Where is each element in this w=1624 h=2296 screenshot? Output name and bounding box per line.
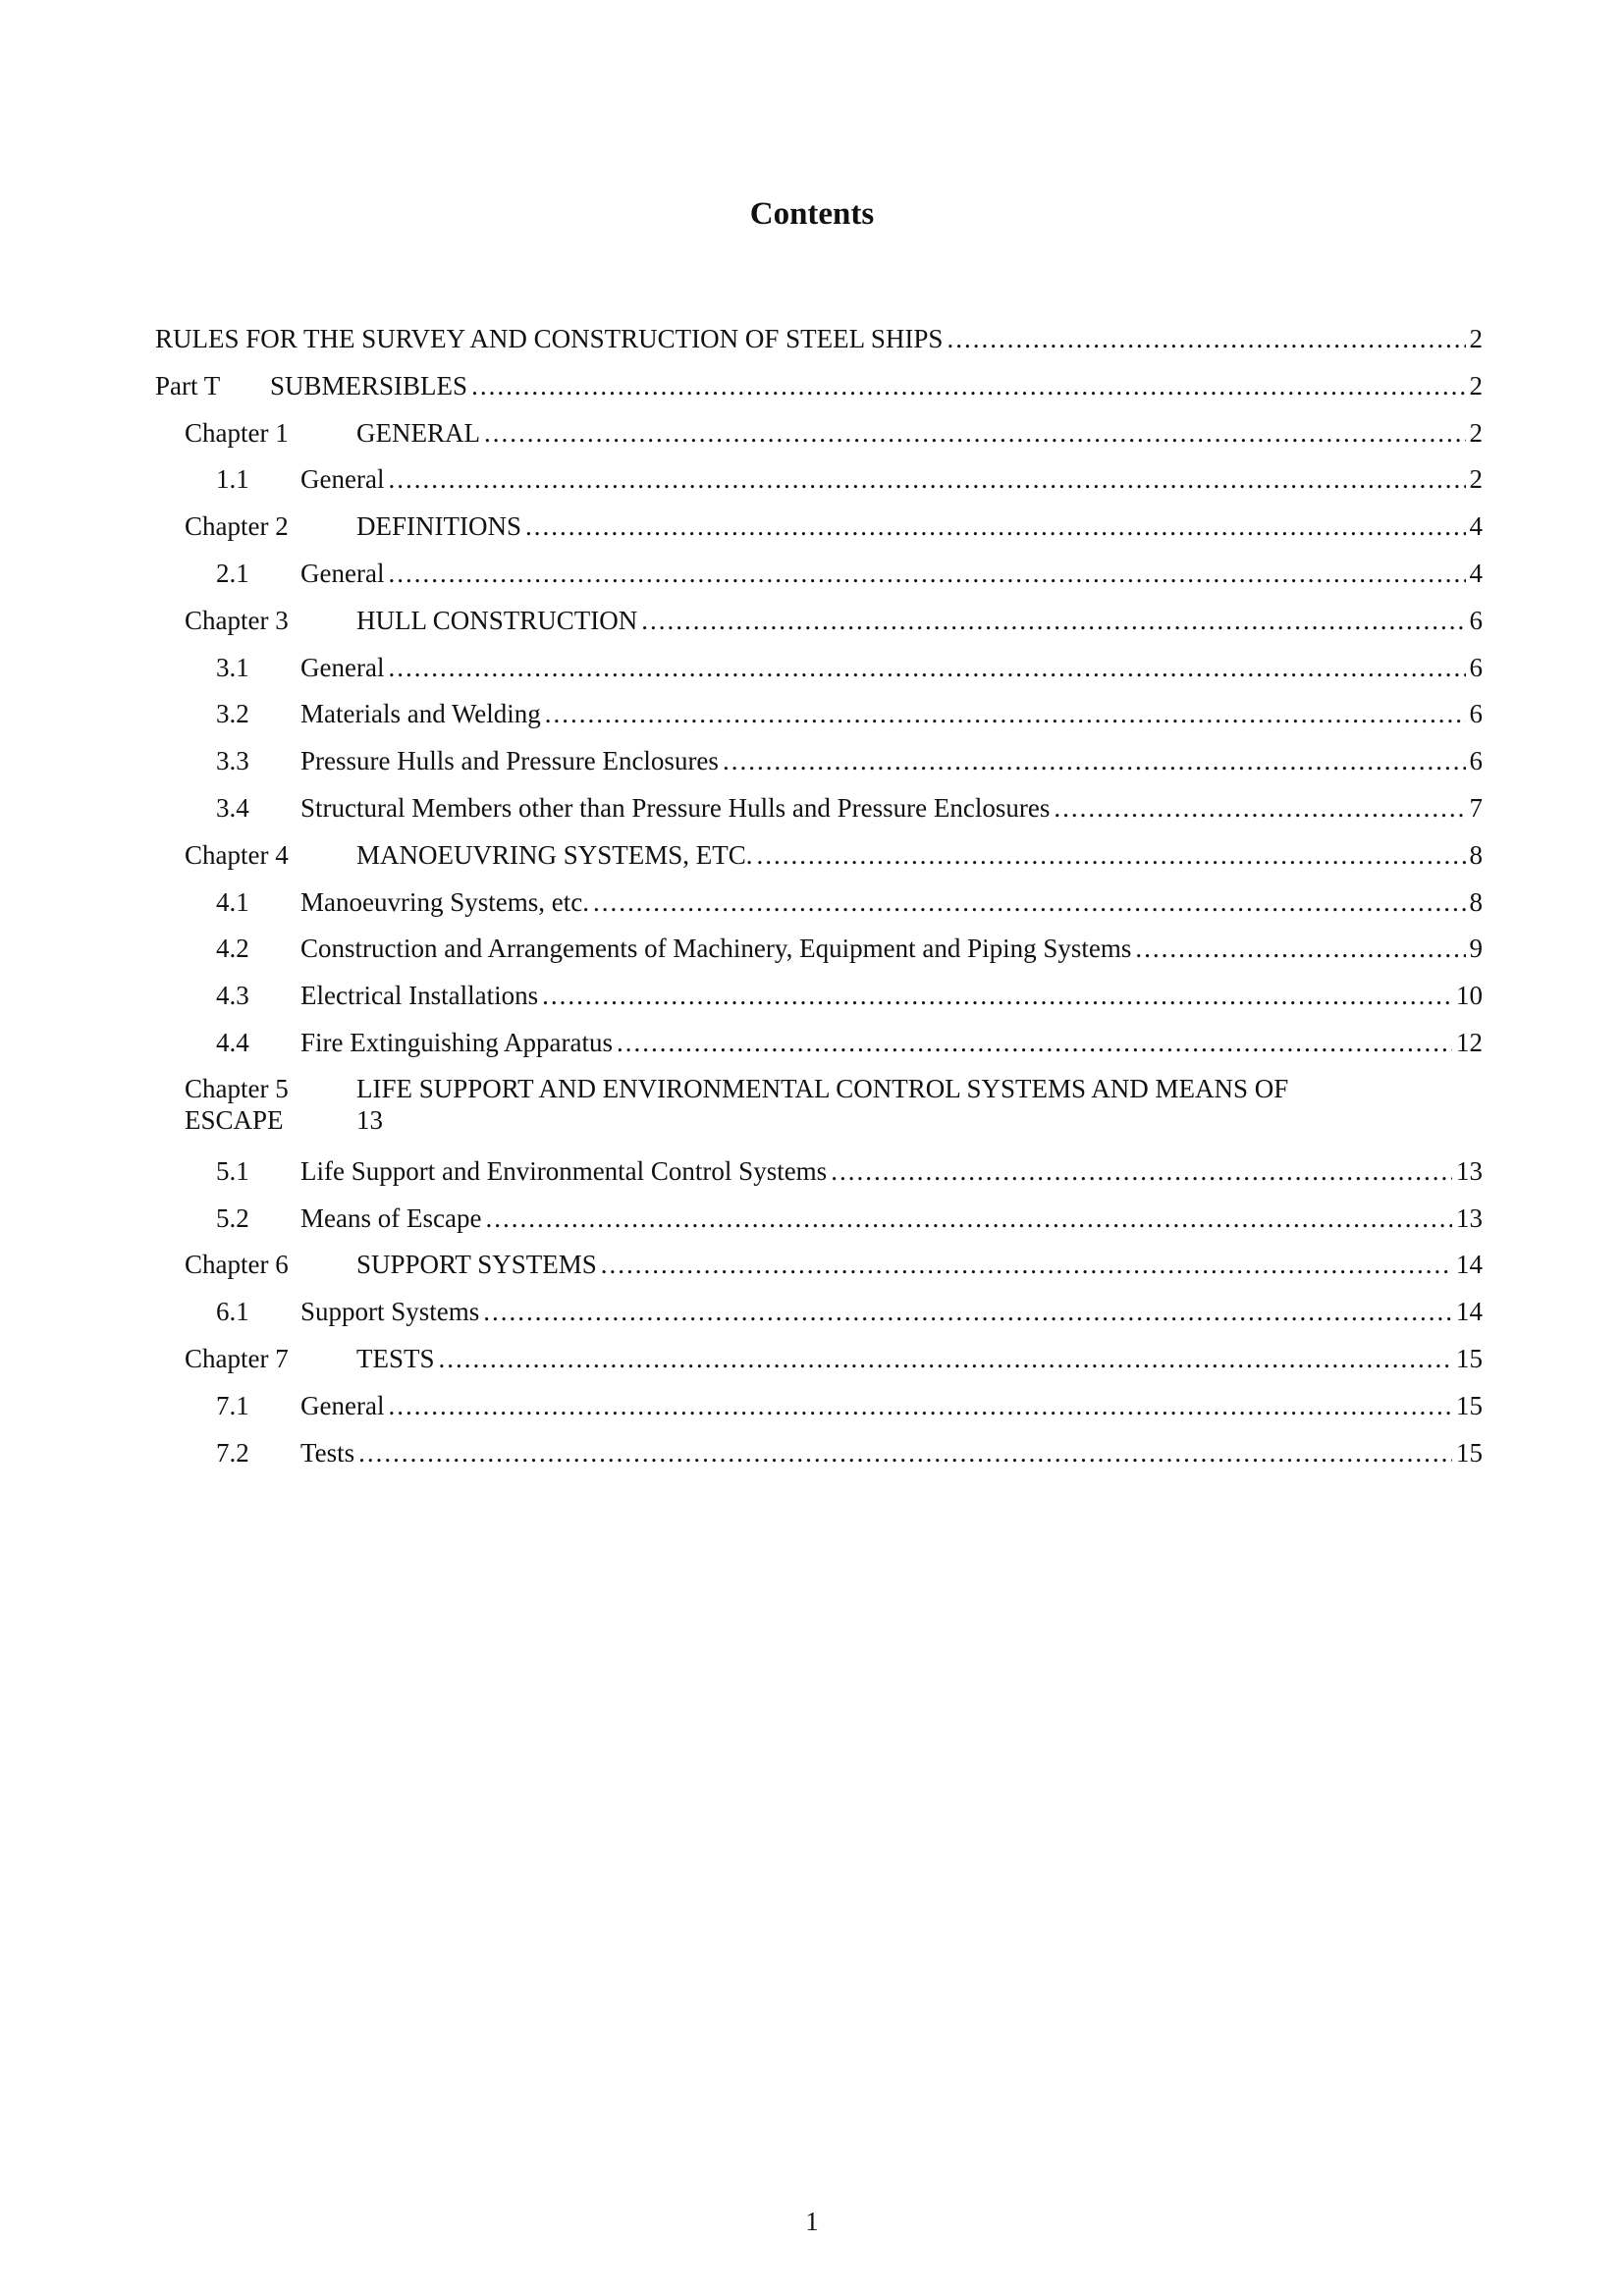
toc-leader-dots <box>757 832 1466 880</box>
toc-entry-4-2[interactable] <box>155 926 1483 973</box>
toc-entry-page: 2 <box>1469 464 1483 495</box>
toc-entry-number: 2.1 <box>216 558 249 588</box>
toc-entry-number: 3.1 <box>216 652 249 682</box>
toc-entry-chapter-5[interactable] <box>155 1067 1483 1148</box>
toc-leader-dots <box>545 691 1466 738</box>
toc-entry-number: 7.2 <box>216 1437 249 1468</box>
toc-entry-number: Chapter 6 <box>185 1250 289 1280</box>
toc-entry-page: 15 <box>1456 1437 1483 1468</box>
toc-entry-number: Chapter 4 <box>185 839 289 870</box>
toc-entry-rules[interactable] <box>155 316 1483 363</box>
toc-entry-page: 13 <box>356 1104 383 1135</box>
toc-entry-page: 15 <box>1456 1343 1483 1373</box>
toc-entry-title: General <box>300 558 385 588</box>
toc-entry-1-1[interactable] <box>155 456 1483 504</box>
toc-entry-chapter-4[interactable] <box>155 832 1483 880</box>
toc-entry-page: 4 <box>1469 558 1483 588</box>
toc-entry-number: 5.1 <box>216 1155 249 1186</box>
toc-entry-chapter-7[interactable] <box>155 1336 1483 1383</box>
toc-entry-4-3[interactable] <box>155 973 1483 1020</box>
toc-entry-title: Materials and Welding <box>300 699 541 729</box>
toc-leader-dots <box>542 973 1452 1020</box>
toc-entry-chapter-2[interactable] <box>155 504 1483 551</box>
toc-leader-dots <box>388 1383 1452 1430</box>
toc-leader-dots <box>388 645 1465 692</box>
toc-leader-dots <box>358 1430 1452 1477</box>
toc-leader-dots <box>617 1020 1452 1067</box>
toc-entry-page: 4 <box>1469 511 1483 542</box>
toc-entry-chapter-1[interactable] <box>155 410 1483 457</box>
toc-entry-title: General <box>300 652 385 682</box>
toc-entry-page: 8 <box>1469 886 1483 917</box>
toc-entry-title: Means of Escape <box>300 1202 482 1233</box>
page-title: Contents <box>749 196 875 232</box>
toc-entry-page: 2 <box>1469 324 1483 353</box>
toc-entry-page: 14 <box>1456 1250 1483 1280</box>
toc-entry-3-3[interactable] <box>155 738 1483 785</box>
toc-entry-title: Pressure Hulls and Pressure Enclosures <box>300 746 719 776</box>
toc-entry-title: HULL CONSTRUCTION <box>356 605 638 635</box>
toc-entry-title: DEFINITIONS <box>356 511 521 542</box>
toc-entry-page: 8 <box>1469 839 1483 870</box>
toc-entry-4-4[interactable] <box>155 1020 1483 1067</box>
toc-entry-title-line1: LIFE SUPPORT AND ENVIRONMENTAL CONTROL SYSTEMS AND MEANS OF <box>356 1073 1289 1103</box>
toc-entry-4-1[interactable] <box>155 880 1483 927</box>
toc-entry-title: Life Support and Environmental Control Systems <box>300 1155 828 1186</box>
toc-entry-title: General <box>300 464 385 495</box>
toc-entry-number: 7.1 <box>216 1390 249 1420</box>
toc-entry-page: 6 <box>1469 605 1483 635</box>
toc-entry-page: 6 <box>1469 652 1483 682</box>
toc-entry-page: 13 <box>1456 1155 1483 1186</box>
toc-entry-5-1[interactable] <box>155 1148 1483 1196</box>
toc-entry-title: Electrical Installations <box>300 981 539 1011</box>
toc-entry-number: 4.2 <box>216 934 249 964</box>
toc-entry-number: 3.4 <box>216 792 249 823</box>
toc-entry-number: 1.1 <box>216 464 249 495</box>
toc-entry-3-4[interactable] <box>155 785 1483 832</box>
toc-leader-dots <box>723 738 1466 785</box>
toc-entry-number: Chapter 5 <box>185 1073 289 1103</box>
toc-leader-dots <box>601 1242 1452 1289</box>
toc-leader-dots <box>484 410 1466 457</box>
toc-entry-number: Chapter 7 <box>185 1343 289 1373</box>
toc-leader-dots <box>831 1148 1452 1196</box>
toc-entry-3-2[interactable] <box>155 691 1483 738</box>
toc-entry-part-t[interactable] <box>155 363 1483 410</box>
toc-leader-dots <box>593 880 1466 927</box>
toc-leader-dots <box>471 363 1465 410</box>
table-of-contents <box>155 316 1483 1476</box>
toc-entry-title-line2: ESCAPE <box>185 1104 284 1135</box>
toc-entry-chapter-6[interactable] <box>155 1242 1483 1289</box>
toc-entry-page: 15 <box>1456 1390 1483 1420</box>
toc-leader-dots <box>1135 926 1465 973</box>
toc-entry-title: Tests <box>300 1437 355 1468</box>
toc-entry-number: 6.1 <box>216 1297 249 1327</box>
toc-entry-title: SUPPORT SYSTEMS <box>356 1250 597 1280</box>
toc-entry-number: Chapter 2 <box>185 511 289 542</box>
toc-entry-number: 4.1 <box>216 886 249 917</box>
toc-entry-page: 10 <box>1456 981 1483 1011</box>
toc-entry-title: SUBMERSIBLES <box>270 370 468 400</box>
toc-entry-6-1[interactable] <box>155 1289 1483 1336</box>
toc-entry-title: TESTS <box>356 1343 435 1373</box>
toc-entry-3-1[interactable] <box>155 645 1483 692</box>
toc-entry-number: 5.2 <box>216 1202 249 1233</box>
toc-entry-title: MANOEUVRING SYSTEMS, ETC. <box>356 839 753 870</box>
toc-entry-page: 2 <box>1469 417 1483 448</box>
toc-entry-title: General <box>300 1390 385 1420</box>
toc-entry-number: 4.4 <box>216 1027 249 1057</box>
toc-leader-dots <box>947 316 1465 363</box>
toc-entry-title: Structural Members other than Pressure Hulls and Pressure Enclosures <box>300 792 1051 823</box>
toc-entry-chapter-3[interactable] <box>155 598 1483 645</box>
toc-entry-page: 6 <box>1469 699 1483 729</box>
toc-entry-page: 9 <box>1469 934 1483 964</box>
toc-leader-dots <box>525 504 1466 551</box>
toc-leader-dots <box>388 551 1465 598</box>
toc-entry-number: Part T <box>155 370 221 400</box>
toc-entry-title: Support Systems <box>300 1297 480 1327</box>
toc-leader-dots <box>641 598 1465 645</box>
toc-entry-title: Construction and Arrangements of Machinery, Equipment and Piping Systems <box>300 934 1132 964</box>
toc-entry-2-1[interactable] <box>155 551 1483 598</box>
toc-entry-page: 2 <box>1469 370 1483 400</box>
toc-entry-page: 13 <box>1456 1202 1483 1233</box>
toc-leader-dots <box>483 1289 1452 1336</box>
toc-entry-5-2[interactable] <box>155 1196 1483 1243</box>
toc-entry-title: RULES FOR THE SURVEY AND CONSTRUCTION OF STEEL SHIPS <box>155 324 944 353</box>
toc-entry-page: 7 <box>1469 792 1483 823</box>
toc-leader-dots <box>485 1196 1452 1243</box>
toc-leader-dots <box>1054 785 1465 832</box>
toc-entry-title: Manoeuvring Systems, etc. <box>300 886 589 917</box>
toc-entry-number: Chapter 3 <box>185 605 289 635</box>
page-number: 1 <box>805 2207 819 2236</box>
toc-entry-number: Chapter 1 <box>185 417 289 448</box>
toc-leader-dots <box>388 456 1465 504</box>
toc-entry-7-2[interactable] <box>155 1430 1483 1477</box>
toc-leader-dots <box>439 1336 1452 1383</box>
toc-entry-number: 3.3 <box>216 746 249 776</box>
toc-entry-page: 12 <box>1456 1027 1483 1057</box>
toc-entry-number: 4.3 <box>216 981 249 1011</box>
toc-entry-number: 3.2 <box>216 699 249 729</box>
toc-entry-page: 6 <box>1469 746 1483 776</box>
toc-entry-title: GENERAL <box>356 417 480 448</box>
toc-entry-title: Fire Extinguishing Apparatus <box>300 1027 613 1057</box>
toc-entry-page: 14 <box>1456 1297 1483 1327</box>
toc-entry-7-1[interactable] <box>155 1383 1483 1430</box>
